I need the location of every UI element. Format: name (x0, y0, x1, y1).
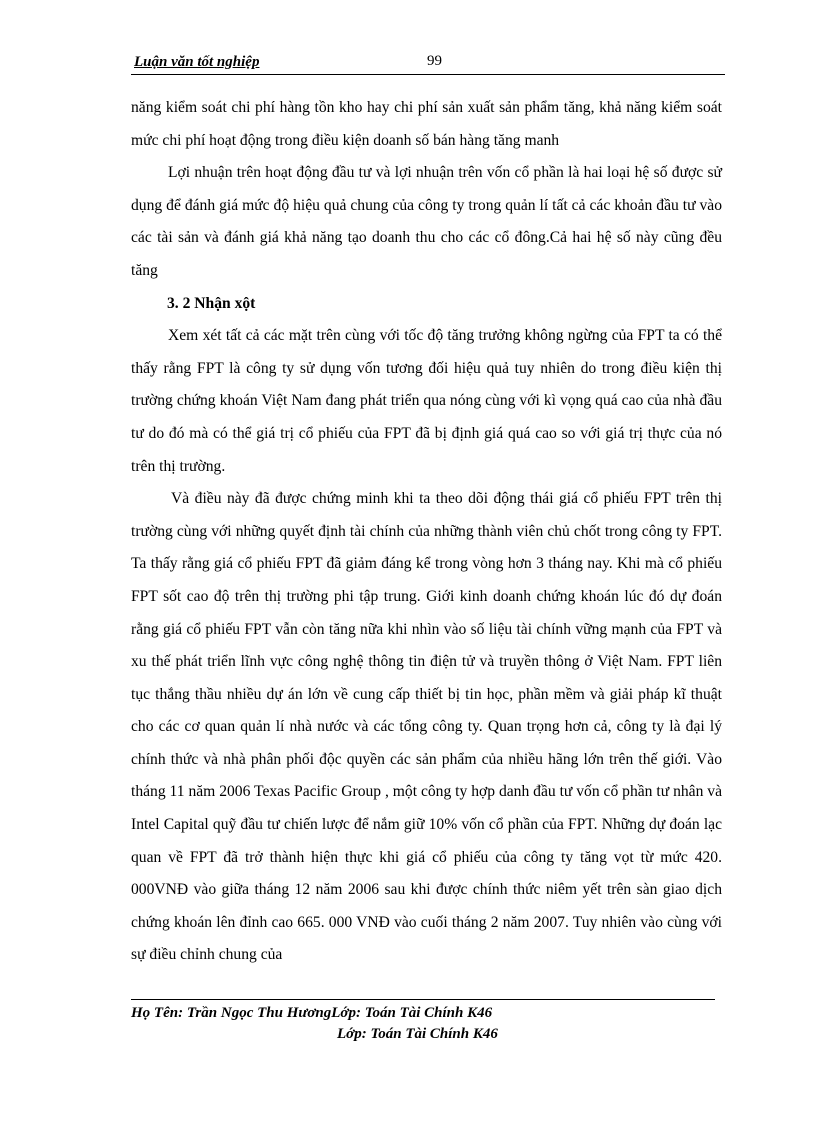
paragraph-stock-price: Và điều này đã được chứng minh khi ta theo dõi động thái giá cổ phiếu FPT trên thị trường cùng với những quyết định tài chính của những thành viên chủ chốt trong công ty FPT. Ta thấy rằng giá cổ phiếu FPT đã giảm đáng kể trong vòng hơn 3 tháng nay. Khi mà cổ phiếu FPT sốt cao độ trên thị trường phi tập trung. Giới kinh doanh chứng khoán lúc đó dự đoán rằng giá cổ phiếu FPT vẫn còn tăng nữa khi nhìn vào số liệu tài chính vững mạnh của FPT và xu thế phát triển lĩnh vực công nghệ thông tin điện tử và truyền thông ở Việt Nam. FPT liên tục thắng thầu nhiều dự án lớn về cung cấp thiết bị tin học, phần mềm và giải pháp kĩ thuật cho các cơ quan quản lí nhà nước và các tổng công ty. Quan trọng hơn cả, công ty là đại lý chính thức và nhà phân phối độc quyền các sản phẩm của nhiều hãng lớn trên thế giới. Vào tháng 11 năm 2006 Texas Pacific Group , một công ty hợp danh đầu tư vốn cổ phần tư nhân và Intel Capital quỹ đầu tư chiến lược để nắm giữ 10% vốn cổ phần của FPT. Những dự đoán lạc quan về FPT đã trở thành hiện thực khi giá cổ phiếu của công ty tăng vọt từ mức 420. 000VNĐ vào giữa tháng 12 năm 2006 sau khi được chính thức niêm yết trên sàn giao dịch chứng khoán lên đỉnh cao 665. 000 VNĐ vào cuối tháng 2 năm 2007. Tuy nhiên vào cùng với sự điều chỉnh chung của (131, 490, 722, 964)
footer-divider (131, 999, 715, 1000)
section-heading: 3. 2 Nhận xột (167, 294, 256, 312)
paragraph-continued: năng kiểm soát chi phí hàng tồn kho hay chi phí sản xuất sản phẩm tăng, khả năng kiểm soát mức chi phí hoạt động trong điều kiện doanh số bán hàng tăng manh (131, 99, 722, 149)
page-number: 99 (427, 53, 442, 69)
thesis-title: Luận văn tốt nghiệp (134, 54, 260, 70)
paragraph-profitability: Lợi nhuận trên hoạt động đầu tư và lợi nhuận trên vốn cổ phần là hai loại hệ số được sử dụng để đánh giá mức độ hiệu quả chung của công ty trong quản lí tất cả các khoản đầu tư vào các tài sản và đánh giá khả năng tạo doanh thu cho các cổ đông.Cả hai hệ số này cũng đều tăng (131, 164, 722, 279)
paragraph-assessment: Xem xét tất cả các mặt trên cùng với tốc độ tăng trưởng không ngừng của FPT ta có thể thấy rằng FPT là công ty sử dụng vốn tương đối hiệu quả tuy nhiên do trong điều kiện thị trường chứng khoán Việt Nam đang phát triển qua nóng cùng với kì vọng quá cao của nhà đầu tư do đó mà có thể giá trị cổ phiếu của FPT đã bị định giá quá cao so với giá trị thực của nó trên thị trường. (131, 327, 722, 475)
document-body (131, 92, 722, 972)
footer-author-line: Họ Tên: Trần Ngọc Thu HươngLớp: Toán Tài Chính K46 (131, 1005, 493, 1021)
page-header (131, 52, 725, 75)
footer-class-line: Lớp: Toán Tài Chính K46 (337, 1026, 498, 1042)
